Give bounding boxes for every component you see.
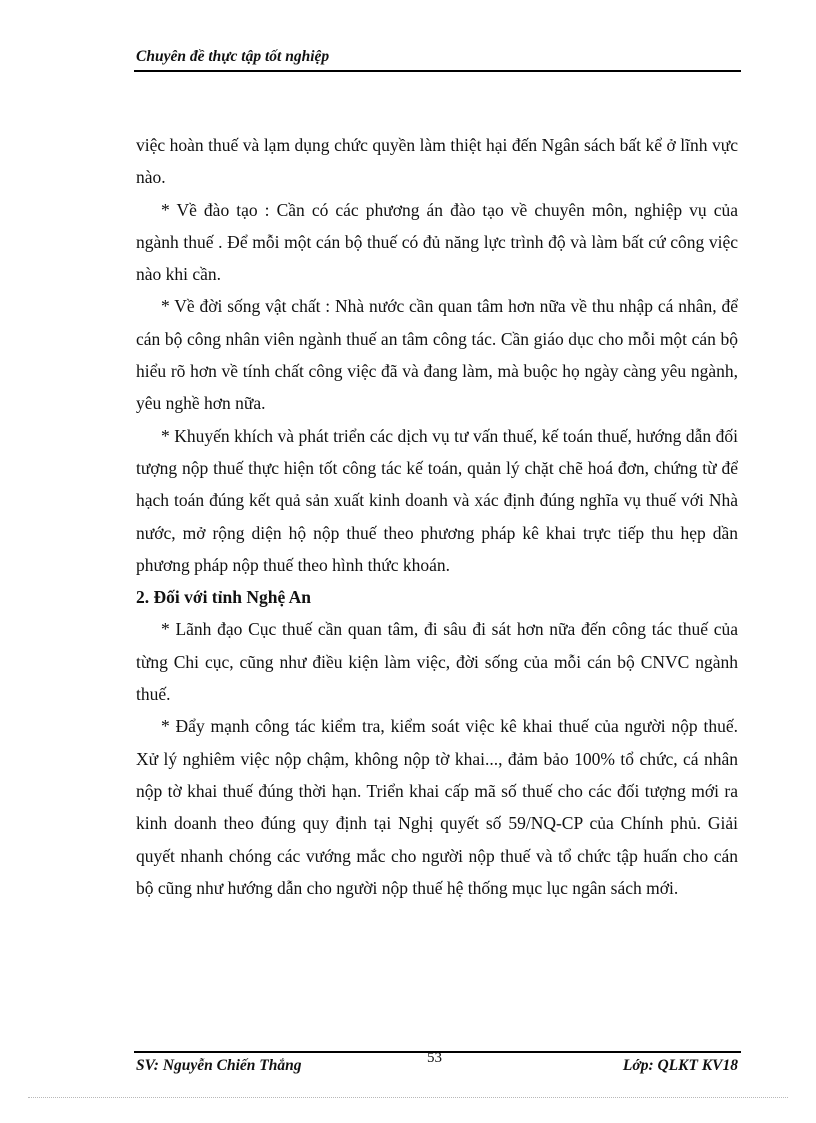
page-footer (136, 1050, 738, 1079)
paragraph-living-standards: * Về đời sống vật chất : Nhà nước cần quan tâm hơn nữa về thu nhập cá nhân, để cán bộ công nhân viên ngành thuế an tâm công tác. Cần giáo dục cho mỗi một cán bộ hiểu rõ hơn về tính chất công việc đã và đang làm, mà buộc họ ngày càng yêu ngành, yêu nghề hơn nữa. (136, 296, 738, 414)
document-body (136, 129, 738, 904)
header-divider (134, 70, 741, 72)
section-heading: 2. Đối với tỉnh Nghệ An (136, 587, 311, 608)
paragraph-leadership: * Lãnh đạo Cục thuế cần quan tâm, đi sâu đi sát hơn nữa đến công tác thuế của từng Chi cục, cũng như điều kiện làm việc, đời sống của mỗi cán bộ CNVC ngành thuế. (136, 619, 738, 705)
paragraph-continuation: việc hoàn thuế và lạm dụng chức quyền làm thiệt hại đến Ngân sách bất kể ở lĩnh vực nào. (136, 135, 738, 188)
paragraph-training: * Về đào tạo : Cần có các phương án đào tạo về chuyên môn, nghiệp vụ của ngành thuế . Để mỗi một cán bộ thuế có đủ năng lực trình độ và làm bất cứ công việc nào khi cần. (136, 199, 738, 285)
paragraph-inspection: * Đẩy mạnh công tác kiểm tra, kiểm soát việc kê khai thuế của người nộp thuế. Xử lý nghiêm việc nộp chậm, không nộp tờ khai..., đảm bảo 100% tổ chức, cá nhân nộp tờ khai thuế đúng thời hạn. Triển khai cấp mã số thuế cho các đối tượng mới ra kinh doanh theo đúng quy định tại Nghị quyết số 59/NQ-CP của Chính phủ. Giải quyết nhanh chóng các vướng mắc cho người nộp thuế và tổ chức tập huấn cho cán bộ cũng như hướng dẫn cho người nộp thuế hệ thống mục lục ngân sách mới. (136, 716, 738, 898)
page-boundary-line (28, 1097, 788, 1098)
footer-class: Lớp: QLKT KV18 (622, 1057, 738, 1074)
page-number: 53 (427, 1050, 442, 1066)
footer-student-name: SV: Nguyễn Chiến Thắng (136, 1057, 302, 1074)
header-title: Chuyên đề thực tập tốt nghiệp (136, 48, 330, 65)
paragraph-tax-services: * Khuyến khích và phát triển các dịch vụ tư vấn thuế, kế toán thuế, hướng dẫn đối tượng nộp thuế thực hiện tốt công tác kế toán, quản lý chặt chẽ hoá đơn, chứng từ để hạch toán đúng kết quả sản xuất kinh doanh và xác định đúng nghĩa vụ thuế với Nhà nước, mở rộng diện hộ nộp thuế theo phương pháp kê khai trực tiếp thu hẹp dần phương pháp nộp thuế theo hình thức khoán. (136, 425, 738, 575)
